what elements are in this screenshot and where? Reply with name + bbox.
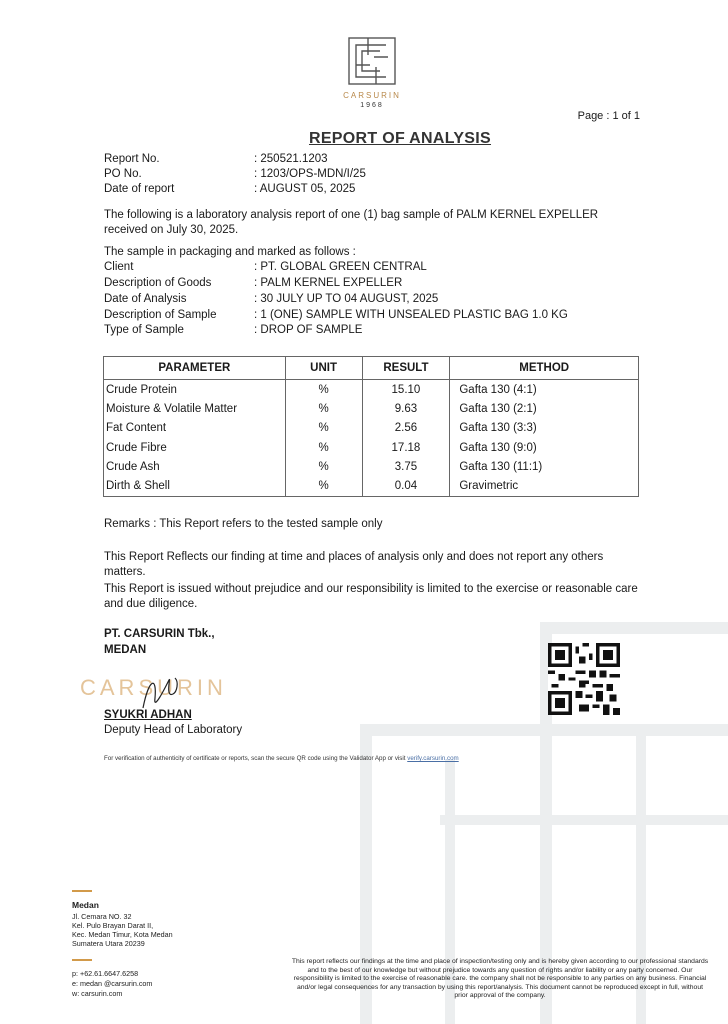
- date-of-report-label: Date of report: [104, 183, 175, 195]
- cell-parameter: Moisture & Volatile Matter: [104, 399, 286, 418]
- cell-unit: %: [285, 457, 362, 476]
- verification-text: For verification of authenticity of certificate or reports, scan the secure QR code using the Validator App or visit: [104, 755, 406, 762]
- cell-result: 15.10: [362, 380, 450, 400]
- office-website[interactable]: w: carsurin.com: [72, 989, 123, 998]
- footer-accent-bar: [72, 959, 92, 961]
- table-row: [104, 457, 639, 476]
- cell-unit: %: [285, 438, 362, 457]
- cell-unit: %: [285, 399, 362, 418]
- cell-unit: %: [285, 380, 362, 400]
- po-no-value: : 1203/OPS-MDN/I/25: [254, 168, 366, 180]
- report-no-value: : 250521.1203: [254, 153, 328, 165]
- remarks: Remarks : This Report refers to the tested sample only: [104, 518, 383, 530]
- signature-company: PT. CARSURIN Tbk.,: [104, 628, 215, 640]
- cell-parameter: Crude Ash: [104, 457, 286, 476]
- page-title: REPORT OF ANALYSIS: [308, 130, 492, 147]
- table-header-row: [104, 357, 639, 380]
- sample-desc-label: Description of Sample: [104, 309, 217, 321]
- qr-code-icon[interactable]: [548, 643, 620, 715]
- header-unit: UNIT: [285, 357, 362, 380]
- cell-parameter: Dirth & Shell: [104, 476, 286, 496]
- header-result: RESULT: [362, 357, 450, 380]
- cell-unit: %: [285, 476, 362, 496]
- logo-year: 1968: [360, 102, 384, 109]
- cell-result: 0.04: [362, 476, 450, 496]
- carsurin-logo-icon: [346, 35, 398, 87]
- background-pattern: [440, 815, 728, 825]
- office-address-line: Kec. Medan Timur, Kota Medan: [72, 930, 173, 939]
- cell-method: Gafta 130 (2:1): [450, 399, 639, 418]
- sample-desc-value: : 1 (ONE) SAMPLE WITH UNSEALED PLASTIC BAG 1.0 KG: [254, 309, 568, 321]
- logo-brand-name: CARSURIN: [343, 91, 401, 100]
- intro-paragraph: The following is a laboratory analysis report of one (1) bag sample of PALM KERNEL EXPELLER received on July 30, 2025.: [104, 209, 599, 236]
- page-number: Page : 1 of 1: [577, 110, 640, 122]
- signatory-title: Deputy Head of Laboratory: [104, 724, 243, 736]
- goods-value: : PALM KERNEL EXPELLER: [254, 277, 403, 289]
- background-pattern: [360, 724, 728, 736]
- table-row: [104, 476, 639, 496]
- analysis-date-label: Date of Analysis: [104, 293, 187, 305]
- footer-disclaimer: This report reflects our findings at the time and place of inspection/testing only and is hereby given according to our professional standards and to the best of our knowledge but without prejudice towards any question of rights and/or liability or any party concerned. Our responsibility is limited to the exercise of reasonable care. the company shall not be responsible to any parties on any business. Financial and/or legal consequences for any transaction by using this report/analysis. This document cannot be reproduced except in full, without prior approval of the company.: [291, 958, 709, 999]
- office-address-line: Kel. Pulo Brayan Darat II,: [72, 921, 154, 930]
- cell-result: 2.56: [362, 419, 450, 438]
- office-phone: p: +62.61.6647.6258: [72, 969, 139, 978]
- cell-result: 9.63: [362, 399, 450, 418]
- office-address-line: Jl. Cemara NO. 32: [72, 912, 132, 921]
- company-stamp: CARSURIN: [80, 675, 227, 700]
- cell-parameter: Crude Protein: [104, 380, 286, 400]
- analysis-date-value: : 30 JULY UP TO 04 AUGUST, 2025: [254, 293, 439, 305]
- verification-note: [104, 755, 459, 762]
- office-city: Medan: [72, 900, 99, 910]
- date-of-report-value: : AUGUST 05, 2025: [254, 183, 356, 195]
- goods-label: Description of Goods: [104, 277, 212, 289]
- verification-link[interactable]: verify.carsurin.com: [407, 755, 459, 762]
- cell-method: Gafta 130 (4:1): [450, 380, 639, 400]
- office-email[interactable]: e: medan @carsurin.com: [72, 979, 153, 988]
- table-row: [104, 399, 639, 418]
- table-row: [104, 419, 639, 438]
- cell-method: Gafta 130 (11:1): [450, 457, 639, 476]
- cell-method: Gravimetric: [450, 476, 639, 496]
- cell-result: 17.18: [362, 438, 450, 457]
- sample-type-value: : DROP OF SAMPLE: [254, 324, 363, 336]
- header-method: METHOD: [450, 357, 639, 380]
- results-table: [103, 356, 639, 497]
- cell-parameter: Fat Content: [104, 419, 286, 438]
- signature-city: MEDAN: [104, 644, 147, 656]
- office-address-line: Sumatera Utara 20239: [72, 939, 145, 948]
- header-parameter: PARAMETER: [104, 357, 286, 380]
- sample-type-label: Type of Sample: [104, 324, 184, 336]
- sample-intro: The sample in packaging and marked as follows :: [104, 246, 356, 258]
- cell-method: Gafta 130 (9:0): [450, 438, 639, 457]
- signatory-name: SYUKRI ADHAN: [104, 709, 192, 721]
- cell-unit: %: [285, 419, 362, 438]
- report-no-label: Report No.: [104, 153, 160, 165]
- po-no-label: PO No.: [104, 168, 142, 180]
- table-row: [104, 380, 639, 400]
- cell-result: 3.75: [362, 457, 450, 476]
- client-label: Client: [104, 261, 134, 273]
- cell-method: Gafta 130 (3:3): [450, 419, 639, 438]
- table-row: [104, 438, 639, 457]
- statement-responsibility: This Report is issued without prejudice and our responsibility is limited to the exercise or reasonable care and due diligence.: [104, 583, 638, 610]
- cell-parameter: Crude Fibre: [104, 438, 286, 457]
- footer-accent-bar: [72, 890, 92, 892]
- client-value: : PT. GLOBAL GREEN CENTRAL: [254, 261, 427, 273]
- background-pattern: [540, 622, 728, 634]
- statement-findings: This Report Reflects our finding at time and places of analysis only and does not report any others matters.: [104, 551, 604, 578]
